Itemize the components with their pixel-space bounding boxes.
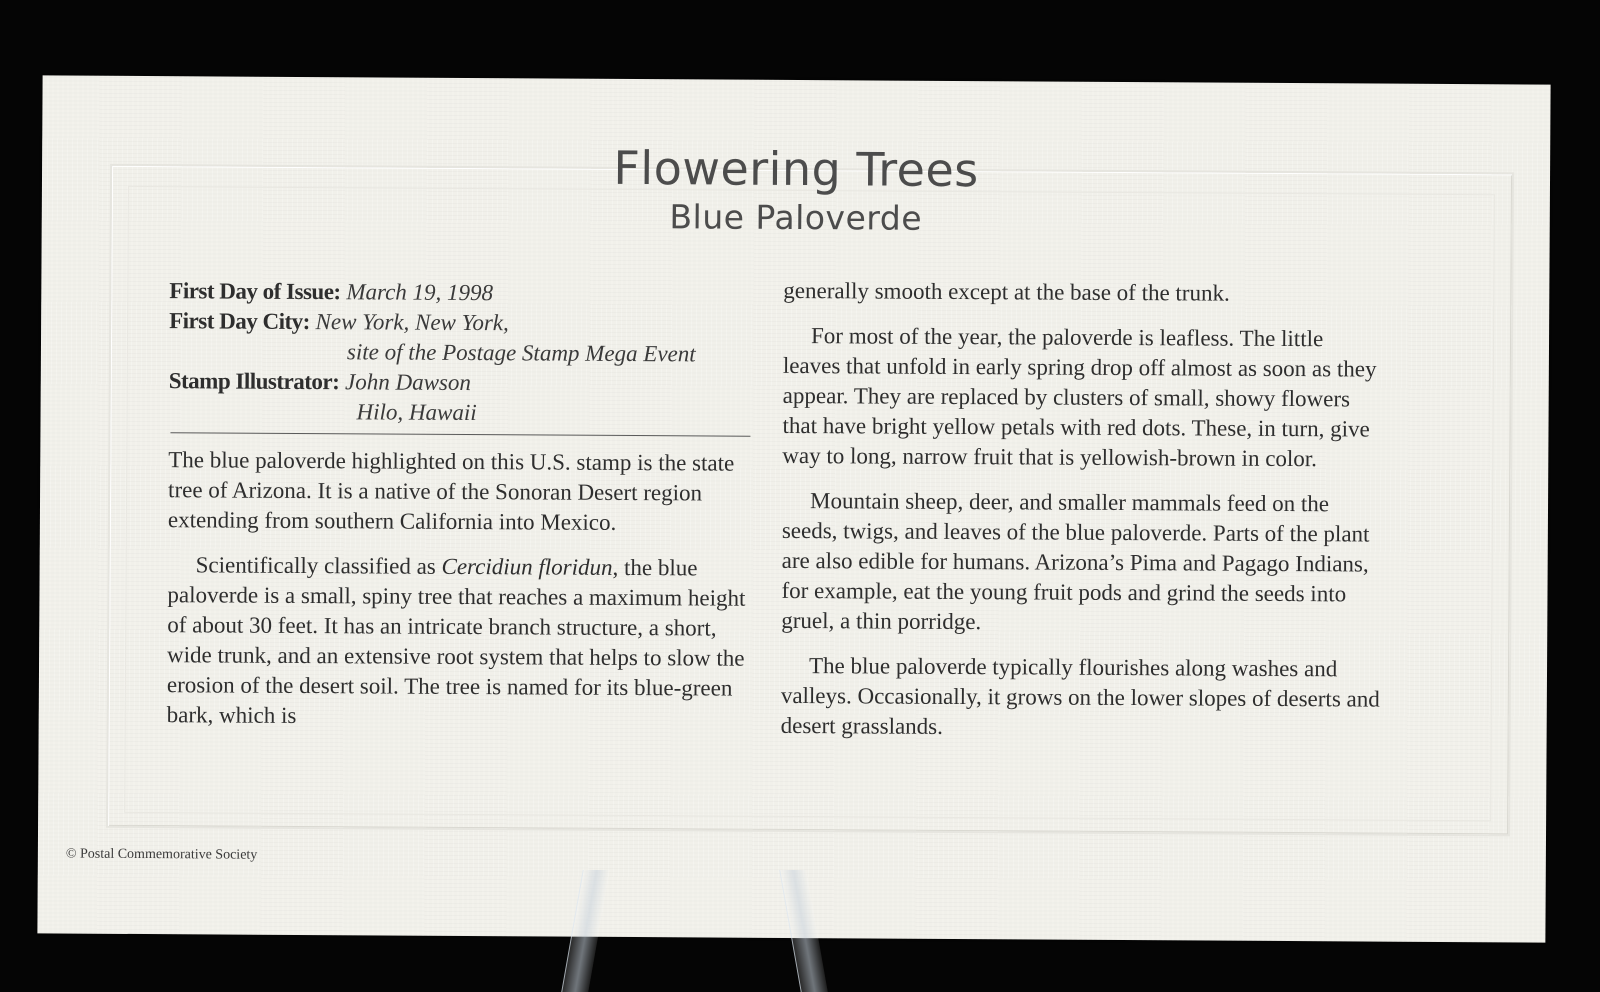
city-row: [169, 306, 759, 340]
paragraph-intro: The blue paloverde highlighted on this U.S. stamp is the state tree of Arizona. It is a native of the Sonoran Desert region extending from southern California into Mexico.: [167, 447, 735, 535]
page-title: Flowering Trees: [613, 140, 979, 198]
issue-date-row: [169, 276, 759, 310]
copyright-notice: © Postal Commemorative Society: [65, 846, 258, 863]
paragraph-wildlife: Mountain sheep, deer, and smaller mammals feed on the seeds, twigs, and leaves of the blue paloverde. Parts of the plant are also edible for humans. Arizona’s Pima and Pagago Indians, for example, eat the young fruit pods and grind the seeds into gruel, a thin porridge.: [781, 488, 1370, 635]
classification-text-rest: , the blue paloverde is a small, spiny tree that reaches a maximum height of about 30 feet. It has an intricate branch structure, a short, wide trunk, and an extensive root system that helps to slow the erosion of the desert soil. The tree is named for its blue-green bark, which is: [166, 554, 746, 728]
illustrator-row: [169, 366, 759, 400]
illustrator-location: Hilo, Hawaii: [356, 399, 477, 426]
illustrator-label: Stamp Illustrator:: [168, 368, 340, 395]
paragraph-habitat: The blue paloverde typically flourishes along washes and valleys. Occasionally, it grows on the lower slopes of deserts and desert grasslands.: [780, 653, 1380, 739]
paragraph-classification: [167, 550, 758, 734]
illustrator-value: John Dawson: [344, 369, 471, 396]
paragraph-continued: generally smooth except at the base of the trunk.: [783, 277, 1230, 306]
paragraph-leaves: For most of the year, the paloverde is leafless. The little leaves that unfold in early spring drop off almost as soon as they appear. They are replaced by clusters of small, showy flowers that have bright yellow petals with red dots. These, in turn, give way to long, narrow fruit that is yellowish-brown in color.: [782, 323, 1377, 472]
city-label: First Day City:: [169, 308, 310, 335]
city-value: New York, New York,: [315, 309, 509, 336]
scientific-name: Cercidiun floridun: [441, 553, 613, 580]
divider: [170, 432, 750, 437]
commemorative-card: [37, 75, 1550, 942]
issue-date-value: March 19, 1998: [346, 279, 494, 306]
right-column: [780, 276, 1383, 760]
city-value-continued: site of the Postage Stamp Mega Event: [346, 339, 696, 367]
left-column: [167, 276, 760, 749]
page-subtitle: Blue Paloverde: [669, 197, 923, 238]
classification-text-start: Scientifically classified as: [195, 552, 442, 579]
issue-date-label: First Day of Issue:: [169, 278, 341, 305]
